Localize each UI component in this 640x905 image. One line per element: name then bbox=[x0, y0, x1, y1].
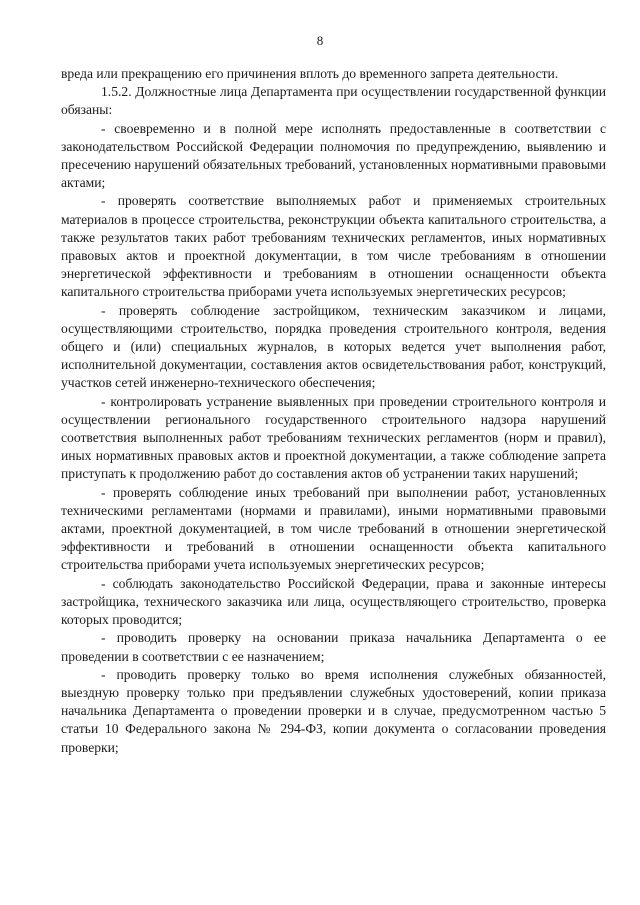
paragraph: - соблюдать законодательство Российской Федерации, права и законные интересы застройщика, технического заказчика или лица, осуществляющего строительство, проверка которых проводится; bbox=[61, 575, 606, 628]
paragraph: - проверять соблюдение иных требований при выполнении работ, установленных техническими регламентами (нормами и правилами), иными нормативными правовыми актами, проектной документацией, в том числе требований в отношении энергетической эффективности и требований в отношении оснащенности объекта капитального строительства приборами учета используемых энергетических ресурсов; bbox=[61, 484, 606, 573]
paragraph: - проверять соответствие выполняемых работ и применяемых строительных материалов в процессе строительства, реконструкции объекта капитального строительства, а также результатов таких работ требованиям технических регламентов, иных нормативных правовых актов и проектной документации, в том числе требованиям в отношении энергетической эффективности и требованиям в отношении оснащенности объекта капитального строительства приборами учета используемых энергетических ресурсов; bbox=[61, 193, 606, 300]
paragraph: - проверять соблюдение застройщиком, техническим заказчиком и лицами, осуществляющими строительство, порядка проведения строительного контроля, ведения общего и (или) специальных журналов, в которых ведется учет выполнения работ, исполнительной документации, составления актов освидетельствования работ, конструкций, участков сетей инженерно-технического обеспечения; bbox=[61, 302, 606, 391]
paragraph: - контролировать устранение выявленных при проведении строительного контроля и осуществлении регионального государственного строительного надзора нарушений соответствия выполненных работ требованиям технических регламентов (норм и правил), иных нормативных правовых актов и проектной документации, а также соблюдение запрета приступать к продолжению работ до составления актов об устранении таких нарушений; bbox=[61, 393, 606, 482]
paragraph: - проводить проверку только во время исполнения служебных обязанностей, выездную проверку только при предъявлении служебных удостоверений, копии приказа начальника Департамента о проведении проверки и в случае, предусмотренном частью 5 статьи 10 Федерального закона № 294-ФЗ, копии документа о согласовании проведения проверки; bbox=[61, 666, 606, 755]
paragraph: - проводить проверку на основании приказа начальника Департамента о ее проведении в соответствии с ее назначением; bbox=[61, 630, 606, 664]
paragraph: - своевременно и в полной мере исполнять предоставленные в соответствии с законодательством Российской Федерации полномочия по предупреждению, выявлению и пресечению нарушений обязательных требований, установленных нормативными правовыми актами; bbox=[61, 120, 606, 191]
page-number: 8 bbox=[316, 33, 324, 48]
paragraph: вреда или прекращению его причинения вплоть до временного запрета деятельности. bbox=[61, 66, 559, 81]
body-text bbox=[61, 65, 606, 757]
paragraph: 1.5.2. Должностные лица Департамента при осуществлении государственной функции обязаны: bbox=[61, 84, 606, 118]
